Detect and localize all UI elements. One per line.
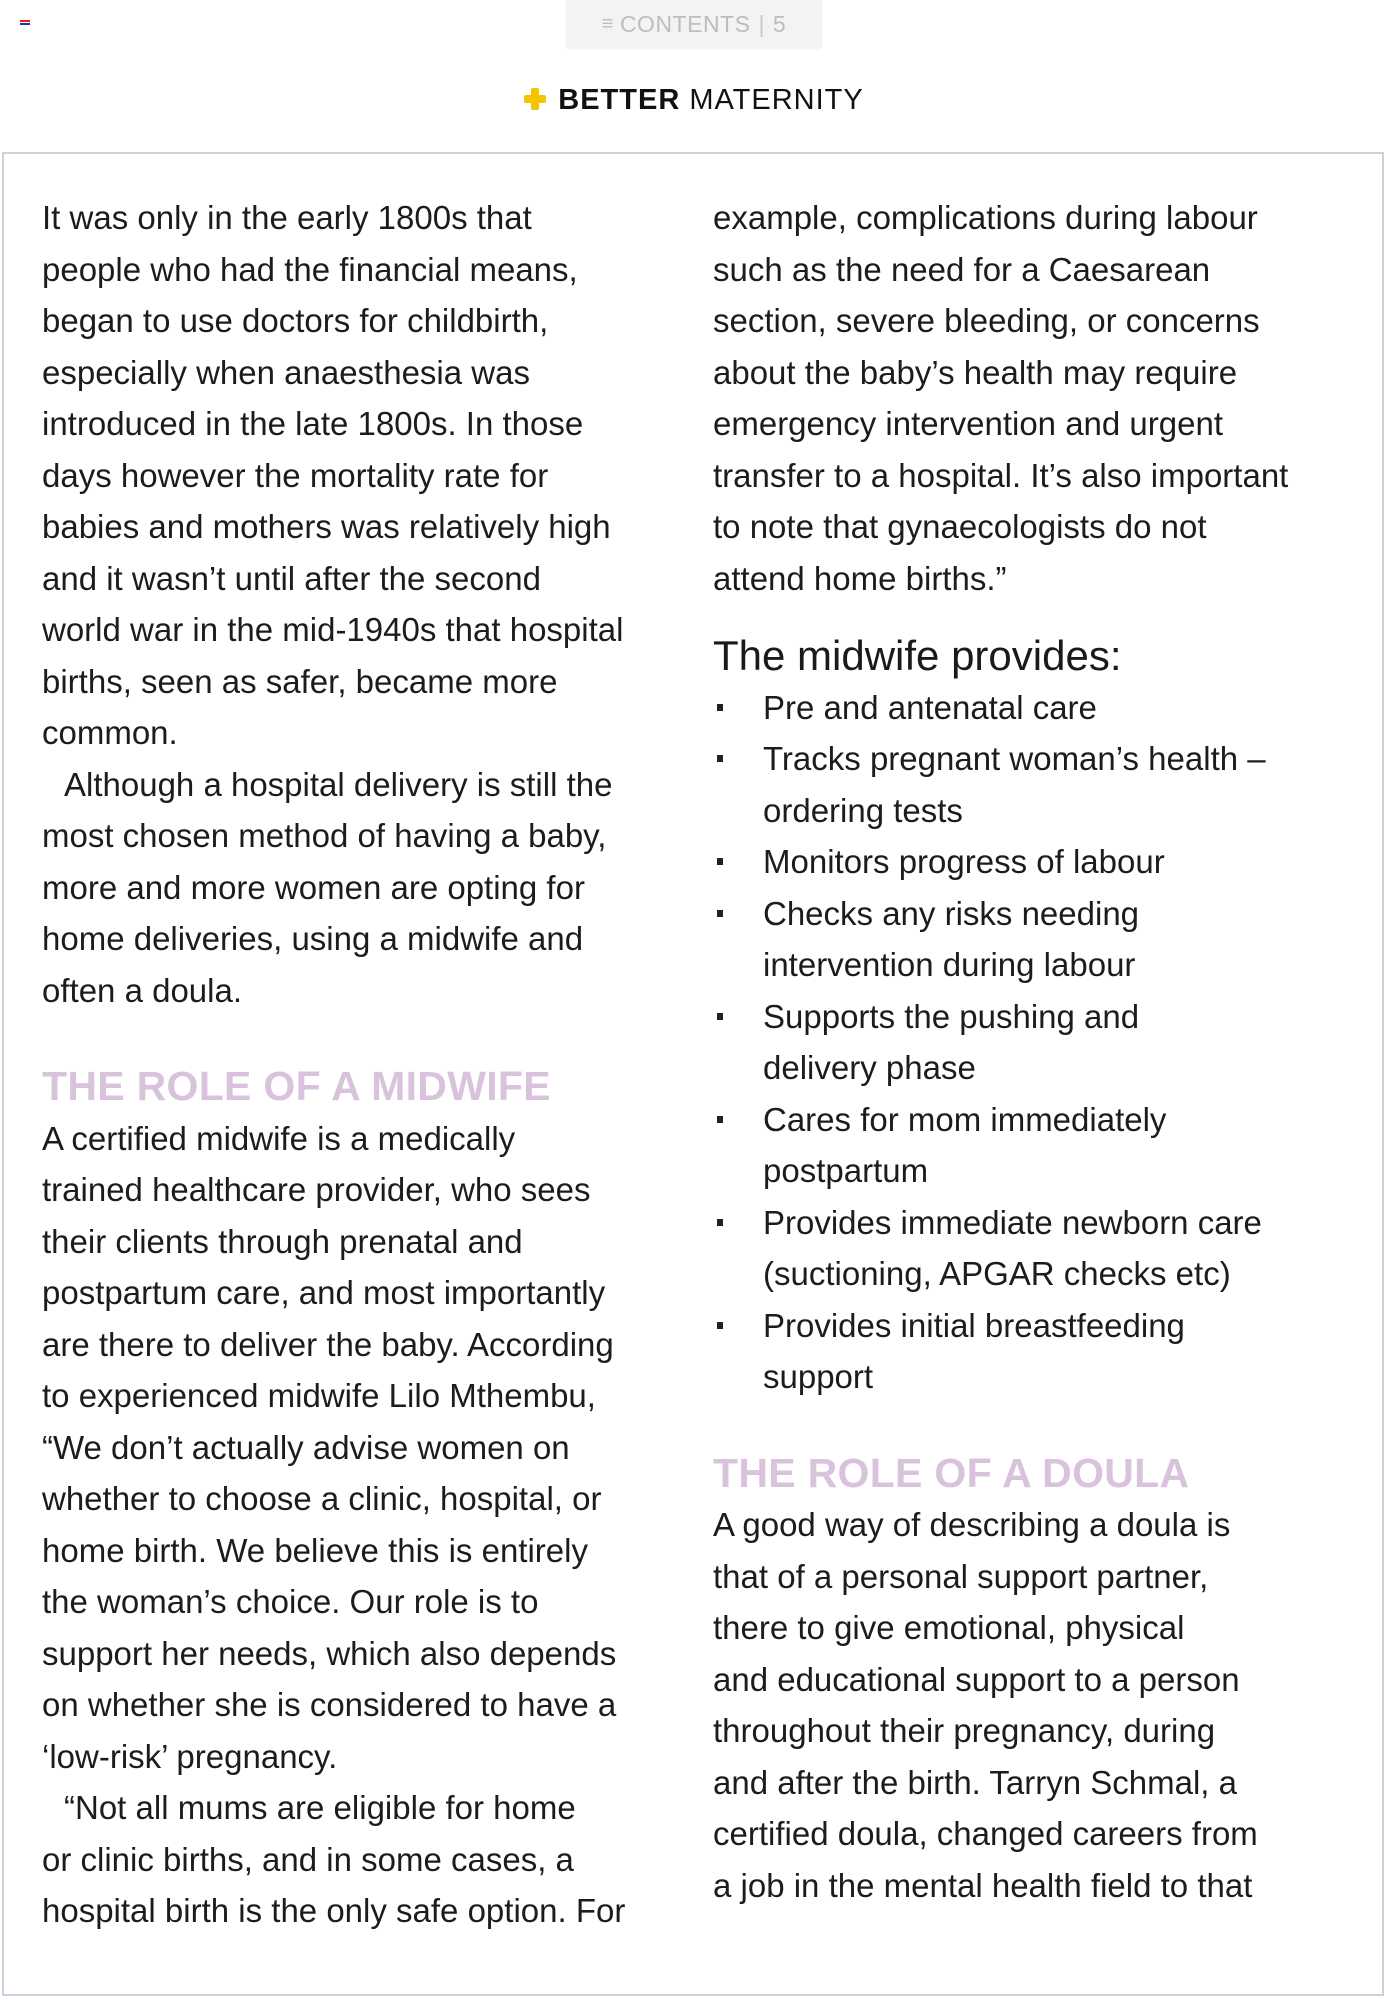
text-line: world war in the mid-1940s that hospital	[42, 611, 624, 648]
list-item	[713, 991, 1363, 1094]
text-line: the woman’s choice. Our role is to	[42, 1583, 539, 1620]
text-line: there to give emotional, physical	[713, 1609, 1185, 1646]
bullet-icon	[717, 1322, 723, 1329]
text-line: and after the birth. Tarryn Schmal, a	[713, 1763, 1237, 1801]
text-line: that of a personal support partner,	[713, 1557, 1209, 1595]
quote-paragraph	[42, 1782, 682, 1937]
text-line: more and more women are opting for	[42, 868, 585, 906]
left-column	[42, 192, 682, 1937]
text-line: throughout their pregnancy, during	[713, 1712, 1216, 1749]
list-item	[713, 1094, 1363, 1197]
doula-heading: THE ROLE OF A DOULA	[713, 1449, 1190, 1496]
text-line: and educational support to a person	[713, 1660, 1240, 1698]
text-line: about the baby’s health may require	[713, 353, 1238, 391]
spacer	[713, 604, 1363, 630]
list-item	[713, 1197, 1363, 1300]
text-line: are there to deliver the baby. According	[42, 1325, 614, 1363]
text-line: home birth. We believe this is entirely	[42, 1531, 588, 1569]
contents-label: CONTENTS	[619, 10, 751, 37]
bullet-icon	[717, 858, 723, 865]
text-line: common.	[42, 714, 178, 751]
bullet-icon	[717, 1116, 723, 1123]
page-number: 5	[772, 10, 787, 37]
hospital-paragraph	[42, 759, 682, 1017]
text-line: whether to choose a clinic, hospital, or	[42, 1480, 602, 1517]
text-line: Checks any risks needing	[763, 894, 1140, 932]
text-line: their clients through prenatal and	[42, 1222, 523, 1260]
contents-button[interactable]	[566, 0, 822, 48]
list-item	[713, 888, 1363, 991]
brand-bold: BETTER	[558, 84, 681, 116]
provides-list	[713, 682, 1363, 1403]
text-line: transfer to a hospital. It’s also important	[713, 456, 1289, 494]
text-line: ordering tests	[763, 791, 963, 829]
bullet-icon	[717, 910, 723, 917]
section-brand	[0, 84, 1388, 117]
midwife-heading: THE ROLE OF A MIDWIFE	[42, 1063, 551, 1109]
flag-icon[interactable]	[20, 20, 30, 27]
text-line: Supports the pushing and	[763, 997, 1140, 1035]
brand-light: MATERNITY	[689, 84, 864, 116]
text-line: support her needs, which also depends	[42, 1634, 617, 1672]
text-line: to experienced midwife Lilo Mthembu,	[42, 1377, 596, 1414]
text-line: It was only in the early 1800s that	[42, 199, 532, 236]
text-line: Provides initial breastfeeding	[763, 1306, 1185, 1344]
text-line: to note that gynaecologists do not	[713, 508, 1207, 545]
text-line: example, complications during labour	[713, 199, 1258, 236]
menu-icon: ≡	[601, 12, 614, 35]
text-line: Monitors progress of labour	[763, 843, 1165, 880]
text-line: on whether she is considered to have a	[42, 1686, 617, 1723]
text-line: or clinic births, and in some cases, a	[42, 1840, 574, 1878]
bullet-icon	[717, 1219, 723, 1226]
text-line: postpartum	[763, 1152, 929, 1189]
text-line: A good way of describing a doula is	[713, 1506, 1231, 1543]
text-line: Cares for mom immediately	[763, 1100, 1167, 1138]
text-line: “We don’t actually advise women on	[42, 1428, 570, 1466]
text-line: days however the mortality rate for	[42, 456, 549, 494]
text-line: Tracks pregnant woman’s health –	[763, 740, 1266, 777]
list-item	[713, 682, 1363, 734]
text-line: Provides immediate newborn care	[763, 1203, 1262, 1241]
text-line: A certified midwife is a medically	[42, 1119, 516, 1157]
bullet-icon	[717, 704, 723, 711]
text-line: births, seen as safer, became more	[42, 662, 558, 700]
text-line: ‘low-risk’ pregnancy.	[42, 1737, 338, 1775]
bullet-icon	[717, 1013, 723, 1020]
text-line: such as the need for a Caesarean	[713, 250, 1211, 288]
text-line: a job in the mental health field to that	[713, 1866, 1253, 1904]
text-line: delivery phase	[763, 1049, 976, 1086]
text-line: attend home births.”	[713, 559, 1007, 597]
text-line: trained healthcare provider, who sees	[42, 1171, 591, 1208]
text-line: especially when anaesthesia was	[42, 353, 530, 391]
text-line: Although a hospital delivery is still the	[64, 765, 613, 803]
text-line: and it wasn’t until after the second	[42, 559, 541, 597]
text-line: began to use doctors for childbirth,	[42, 302, 549, 339]
text-line: postpartum care, and most importantly	[42, 1274, 606, 1311]
cross-icon	[524, 88, 546, 110]
text-line: people who had the financial means,	[42, 250, 578, 288]
text-line: most chosen method of having a baby,	[42, 817, 607, 854]
list-item	[713, 733, 1363, 836]
continued-paragraph	[713, 192, 1363, 604]
text-line: intervention during labour	[763, 946, 1136, 983]
text-line: often a doula.	[42, 971, 242, 1009]
text-line: section, severe bleeding, or concerns	[713, 302, 1260, 339]
text-line: home deliveries, using a midwife and	[42, 920, 584, 957]
right-column	[713, 192, 1363, 1911]
provides-heading: The midwife provides:	[713, 632, 1122, 679]
doula-paragraph	[713, 1499, 1363, 1911]
text-line: babies and mothers was relatively high	[42, 508, 611, 545]
midwife-paragraph	[42, 1113, 682, 1783]
text-line: (suctioning, APGAR checks etc)	[763, 1255, 1231, 1292]
bullet-icon	[717, 755, 723, 762]
text-line: “Not all mums are eligible for home	[64, 1789, 576, 1826]
text-line: emergency intervention and urgent	[713, 405, 1223, 442]
list-item	[713, 836, 1363, 888]
list-item	[713, 1300, 1363, 1403]
spacer	[42, 1016, 682, 1061]
text-line: support	[763, 1358, 874, 1395]
intro-paragraph	[42, 192, 682, 759]
text-line: Pre and antenatal care	[763, 688, 1097, 726]
text-line: certified doula, changed careers from	[713, 1815, 1258, 1852]
text-line: hospital birth is the only safe option. For	[42, 1892, 626, 1929]
spacer	[713, 1403, 1363, 1448]
text-line: introduced in the late 1800s. In those	[42, 405, 584, 442]
divider: |	[758, 10, 765, 37]
